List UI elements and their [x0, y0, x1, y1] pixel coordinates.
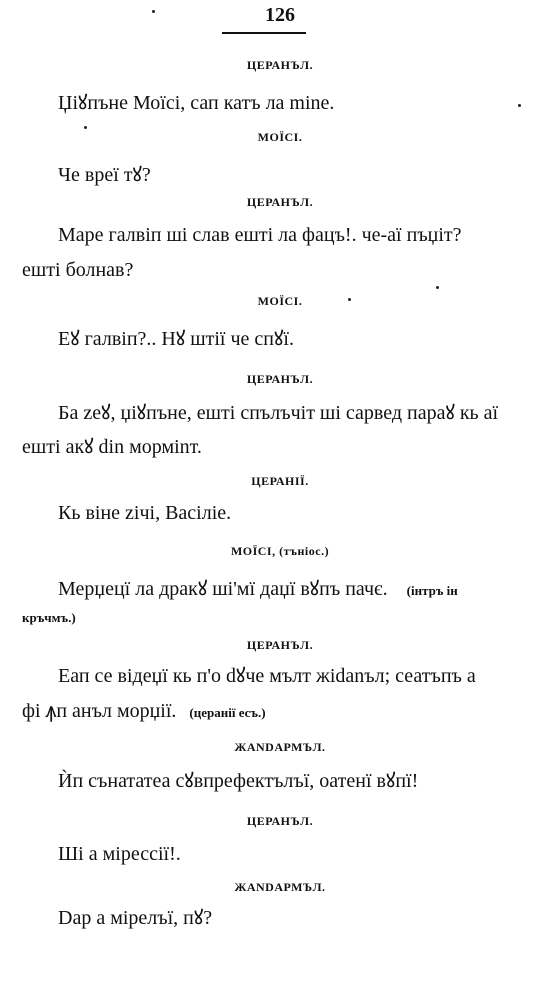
header-rule — [222, 32, 306, 34]
dialogue-line: Ші а мірессії!. — [58, 843, 181, 865]
speaker-heading: ЦЕРАНЪЛ. — [246, 638, 314, 652]
speaker-heading: ЦЕРАНІЇ. — [251, 474, 309, 488]
speaker-heading: ЦЕРАНЪЛ. — [246, 58, 314, 72]
speaker-heading: МОЇСІ. — [257, 294, 303, 308]
stage-direction: кръчмъ.) — [22, 610, 76, 625]
print-speck — [436, 286, 439, 289]
dialogue-line: Че вреї тꙋ? — [58, 164, 151, 186]
dialogue-line: Маре галвіп ші слав ешті ла фацъ!. че-аї пъџіт? — [58, 224, 462, 246]
dialogue-text: Мерџецї ла дракꙋ ші'мї даџї вꙋпъ пачє. — [58, 578, 388, 600]
dialogue-line: Кь віне zічі, Васіліе. — [58, 502, 232, 524]
dialogue-line: Еꙋ галвіп?.. Нꙋ штії че спꙋї. — [58, 328, 294, 350]
dialogue-text: фі ꙟп анъл морџії. — [22, 700, 177, 722]
dialogue-line — [22, 696, 266, 723]
speaker-heading: МОЇСІ. — [257, 130, 303, 144]
dialogue-line: ешті акꙋ din морміnт. — [22, 436, 202, 458]
stage-direction: (церанії есъ.) — [189, 705, 266, 720]
print-speck — [152, 10, 155, 13]
speaker-heading: ЦЕРАНЪЛ. — [246, 195, 314, 209]
print-speck — [518, 104, 521, 107]
print-speck — [84, 126, 87, 129]
dialogue-line: Џіꙋпъне Моїсі, сап катъ ла mine. — [58, 92, 335, 114]
speaker-heading: ЦЕРАНЪЛ. — [246, 814, 314, 828]
dialogue-line: Dар а мірелъї, пꙋ? — [58, 907, 213, 929]
dialogue-line: Еап се відеџї кь п'о dꙋче мълт жіdanъл; сеатъпъ а — [58, 665, 476, 687]
dialogue-line — [58, 574, 458, 601]
print-speck — [348, 298, 351, 301]
page-number: 126 — [265, 4, 295, 26]
speaker-heading: ЖАNDАРМЪЛ. — [234, 880, 326, 894]
speaker-heading: МОЇСІ, (тъніос.) — [230, 544, 330, 558]
dialogue-line: Ѝп сънататеа сꙋвпрефектълъї, оатенї вꙋпї! — [58, 770, 419, 792]
speaker-heading: ЖАNDАРМЪЛ. — [234, 740, 326, 754]
stage-direction: (інтръ ін — [406, 583, 458, 598]
speaker-heading: ЦЕРАНЪЛ. — [246, 372, 314, 386]
dialogue-line: Ба zеꙋ, џіꙋпъне, ешті спълъчіт ші сарвед параꙋ кь аї — [58, 402, 499, 424]
dialogue-line: ешті болнав? — [22, 259, 134, 281]
